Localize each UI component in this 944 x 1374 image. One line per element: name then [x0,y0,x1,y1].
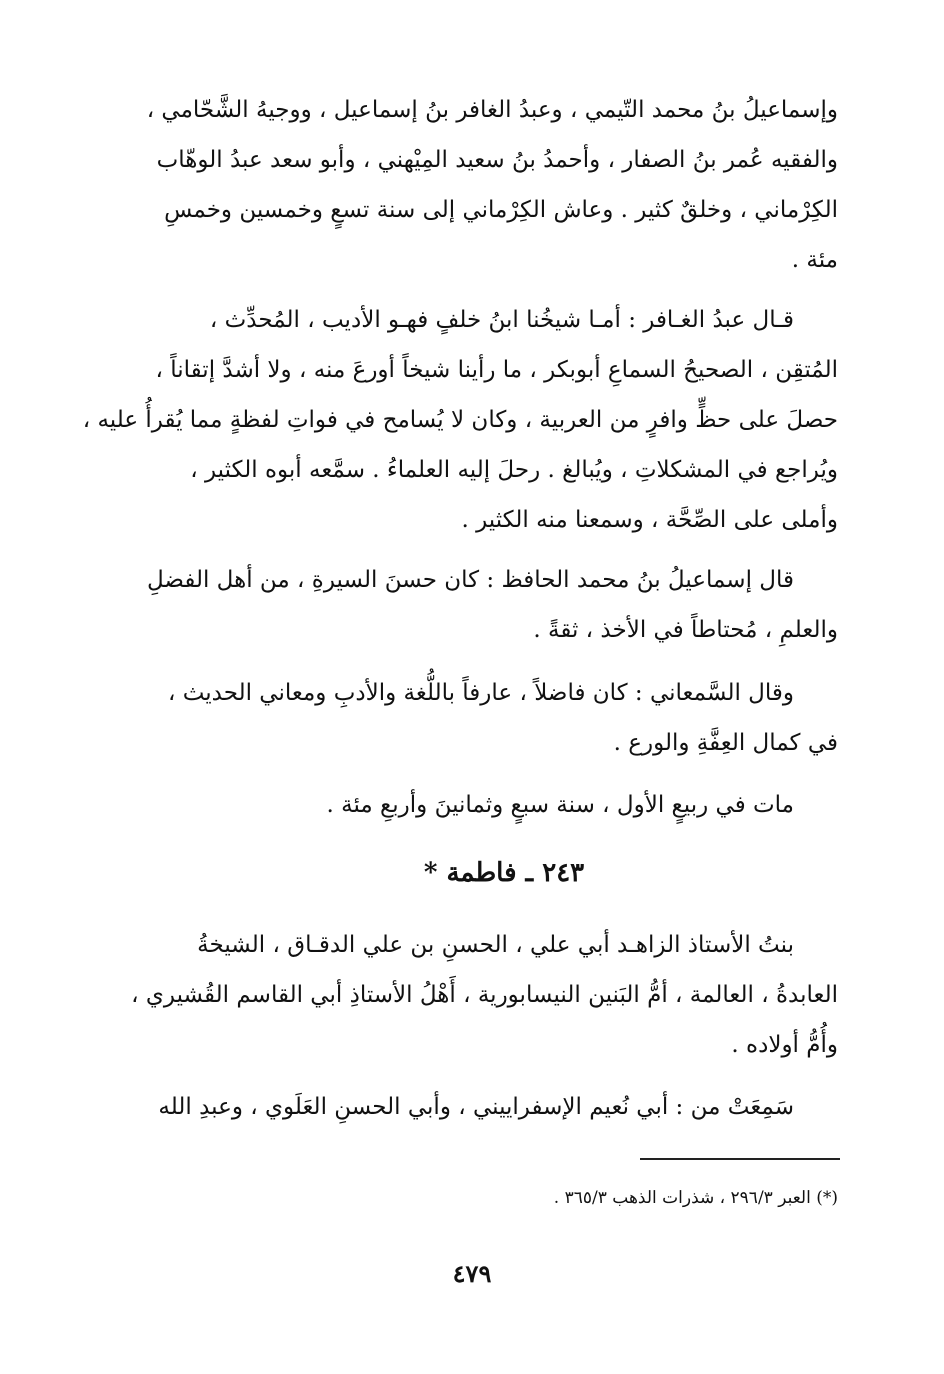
text-line: قال إسماعيلُ بنُ محمد الحافظ : كان حسنَ السيرةِ ، من أهل الفضلِ [146,567,794,593]
text-line: مئة . [791,247,838,273]
footnote-divider [640,1158,840,1160]
paragraph-al-samani [167,668,838,768]
text-line: وأملى على الصِّحَّة ، وسمعنا منه الكثير . [461,507,838,533]
text-line: العابدةُ ، العالمة ، أمُّ البَنين النيسابورية ، أَهْلُ الأستاذِ أبي القاسم القُشيري ، [131,982,838,1008]
text-line: وقال السَّمعاني : كان فاضلاً ، عارفاً باللُّغة والأدبِ ومعاني الحديث ، [167,680,794,706]
text-line: وإسماعيلُ بنُ محمد التّيمي ، وعبدُ الغافر بنُ إسماعيل ، ووجيهُ الشَّحّامي ، [146,97,838,123]
page-number: ٤٧٩ [452,1259,492,1288]
text-line: والعلمِ ، مُحتاطاً في الأخذ ، ثقةً . [533,617,838,643]
text-line: مات في ربيعٍ الأول ، سنة سبعٍ وثمانينَ وأربعِ مئة . [326,792,794,818]
text-line: الكِرْماني ، وخلقٌ كثير . وعاش الكِرْماني إلى سنة تسعٍ وخمسين وخمسِ [164,197,838,223]
entry-heading: ٢٤٣ ـ فاطمة * [423,858,585,888]
footnote: (*) العبر ٢٩٦/٣ ، شذرات الذهب ٣٦٥/٣ . [553,1188,838,1208]
biography-continuation [146,85,838,285]
text-line: والفقيه عُمر بنُ الصفار ، وأحمدُ بنُ سعيد المِيْهني ، وأبو سعد عبدُ الوهّاب [156,147,838,173]
paragraph-fatima-intro [131,920,838,1070]
text-line: قـال عبدُ الغـافر : أمـا شيخُنا ابنُ خلفٍ فهـو الأديب ، المُحدِّث ، [209,307,794,333]
paragraph-abd-al-ghafir [82,295,838,545]
paragraph-fatima-teachers [158,1082,838,1132]
text-line: في كمال العِفَّةِ والورع . [613,730,838,756]
text-line: سَمِعَتْ من : أبي نُعيم الإسفراييني ، وأبي الحسنِ العَلَوي ، وعبدِ الله [158,1094,794,1120]
text-line: حصلَ على حظٍّ وافرٍ من العربية ، وكان لا يُسامح في فواتِ لفظةٍ مما يُقرأُ عليه ، [82,407,838,433]
text-line: وأُمُّ أولاده . [731,1032,838,1058]
paragraph-ismail-al-hafiz [146,555,838,655]
text-line: بنتُ الأستاذ الزاهـد أبي علي ، الحسنِ بن علي الدقـاق ، الشيخةُ [197,932,794,958]
paragraph-death-date [170,780,838,830]
text-line: ويُراجع في المشكلاتِ ، ويُبالغ . رحلَ إليه العلماءُ . سمَّعه أبوه الكثير ، [190,457,838,483]
text-line: المُتقِن ، الصحيحُ السماعِ أبوبكر ، ما رأينا شيخاً أورعَ منه ، ولا أشدَّ إتقاناً ، [155,357,838,383]
